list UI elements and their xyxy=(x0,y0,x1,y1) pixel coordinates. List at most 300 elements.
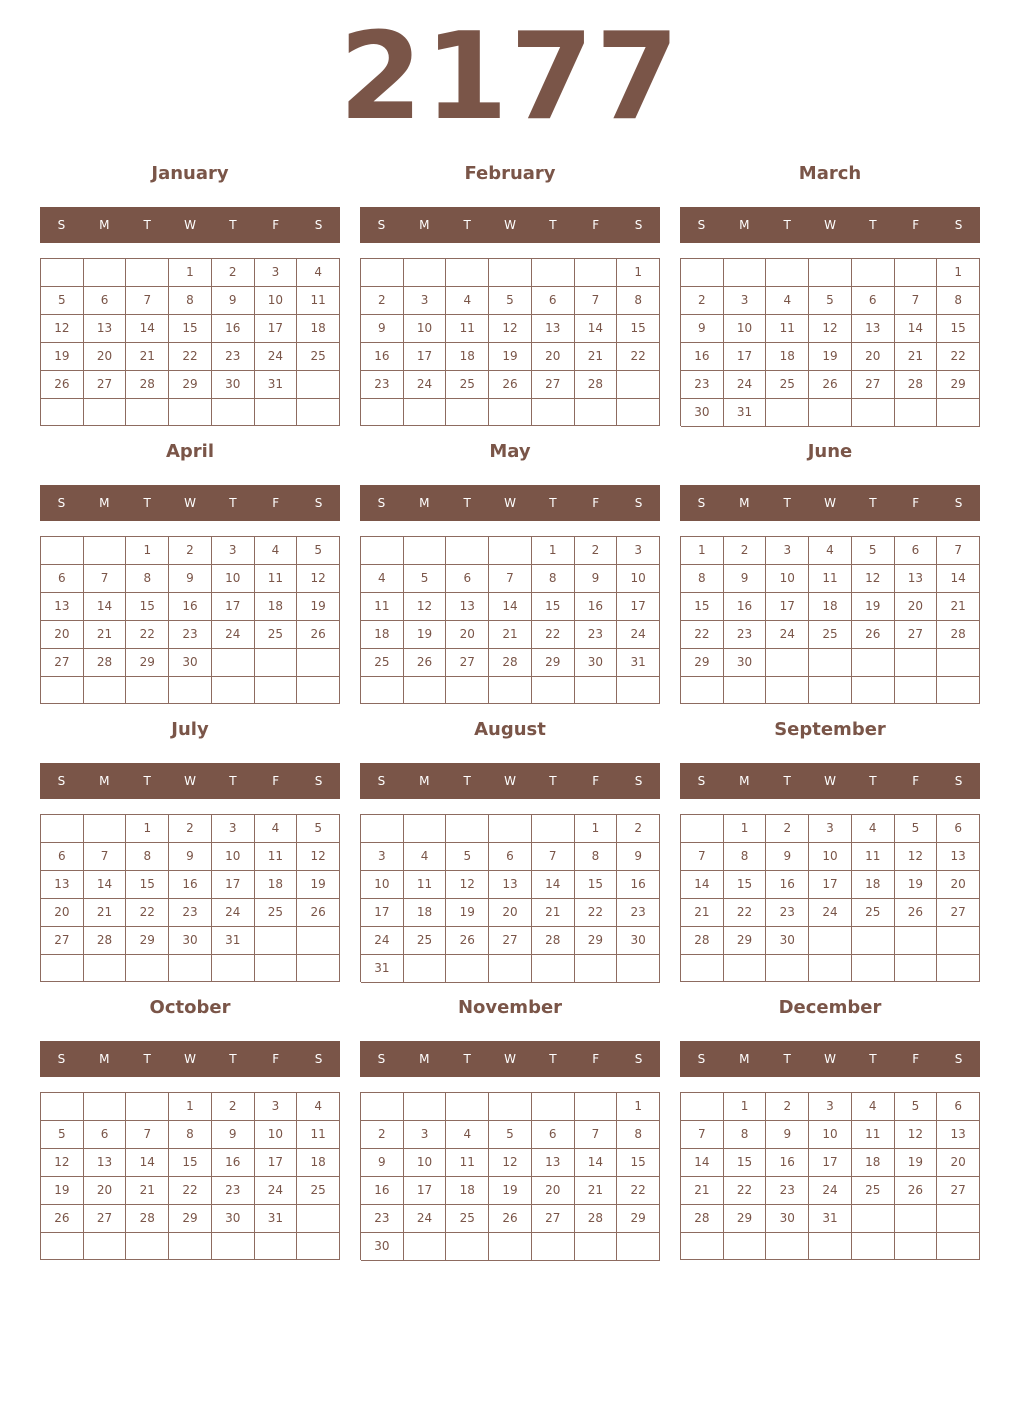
day-cell: 3 xyxy=(809,815,852,843)
day-cell: 1 xyxy=(937,259,980,287)
day-grid xyxy=(40,536,340,704)
weekday-label: S xyxy=(57,1052,66,1066)
weekday-label: T xyxy=(869,774,877,788)
day-cell: 15 xyxy=(575,871,618,899)
day-cell: 27 xyxy=(895,621,938,649)
weekday-label: M xyxy=(419,1052,430,1066)
weekday-label: S xyxy=(697,1052,706,1066)
day-cell: 15 xyxy=(169,1149,212,1177)
day-cell xyxy=(532,1093,575,1121)
weekday-label: F xyxy=(592,496,600,510)
weekday-label: M xyxy=(99,774,110,788)
day-cell: 13 xyxy=(84,1149,127,1177)
day-cell: 16 xyxy=(361,343,404,371)
day-cell: 22 xyxy=(532,621,575,649)
day-cell: 29 xyxy=(617,1205,660,1233)
day-cell: 23 xyxy=(169,899,212,927)
day-cell: 6 xyxy=(532,1121,575,1149)
month-name: September xyxy=(774,719,886,740)
day-cell: 24 xyxy=(404,371,447,399)
weekday-label: S xyxy=(314,218,323,232)
day-cell: 11 xyxy=(404,871,447,899)
day-cell: 4 xyxy=(255,537,298,565)
weekday-label: S xyxy=(954,496,963,510)
day-cell xyxy=(617,677,660,704)
weekday-label: S xyxy=(377,1052,386,1066)
day-cell: 15 xyxy=(169,315,212,343)
weekday-label: T xyxy=(463,496,471,510)
day-cell xyxy=(169,399,212,426)
day-cell: 31 xyxy=(255,371,298,399)
day-cell xyxy=(809,399,852,427)
day-cell xyxy=(937,399,980,427)
day-cell: 13 xyxy=(937,843,980,871)
day-cell: 1 xyxy=(575,815,618,843)
weekday-label: T xyxy=(869,496,877,510)
day-cell: 5 xyxy=(895,815,938,843)
day-cell xyxy=(404,1093,447,1121)
day-cell xyxy=(852,1233,895,1260)
day-cell xyxy=(532,955,575,983)
day-cell: 2 xyxy=(575,537,618,565)
day-cell: 21 xyxy=(84,621,127,649)
day-cell: 18 xyxy=(766,343,809,371)
day-cell: 25 xyxy=(446,371,489,399)
day-cell: 19 xyxy=(404,621,447,649)
day-cell: 30 xyxy=(575,649,618,677)
day-cell: 10 xyxy=(724,315,767,343)
day-cell: 19 xyxy=(809,343,852,371)
day-cell: 31 xyxy=(255,1205,298,1233)
day-cell: 8 xyxy=(169,287,212,315)
day-cell: 19 xyxy=(41,1177,84,1205)
day-grid xyxy=(360,258,660,426)
day-cell xyxy=(809,677,852,704)
day-cell xyxy=(489,1093,532,1121)
day-cell: 9 xyxy=(575,565,618,593)
day-cell: 2 xyxy=(766,815,809,843)
day-cell xyxy=(937,1233,980,1260)
day-cell xyxy=(724,259,767,287)
weekday-label: F xyxy=(912,496,920,510)
day-cell: 21 xyxy=(126,1177,169,1205)
weekday-label: S xyxy=(57,774,66,788)
day-cell xyxy=(297,1233,340,1260)
day-cell: 17 xyxy=(617,593,660,621)
day-cell: 16 xyxy=(212,1149,255,1177)
day-cell: 3 xyxy=(617,537,660,565)
weekday-header xyxy=(360,485,660,521)
day-cell xyxy=(852,677,895,704)
weekday-label: S xyxy=(634,774,643,788)
day-cell xyxy=(361,399,404,426)
day-cell: 21 xyxy=(126,343,169,371)
day-cell: 15 xyxy=(617,315,660,343)
day-grid xyxy=(40,258,340,426)
day-cell: 29 xyxy=(126,649,169,677)
day-cell: 4 xyxy=(852,1093,895,1121)
day-cell: 22 xyxy=(937,343,980,371)
day-cell: 29 xyxy=(532,649,575,677)
day-cell: 16 xyxy=(766,1149,809,1177)
day-cell: 10 xyxy=(212,843,255,871)
weekday-label: F xyxy=(592,774,600,788)
weekday-label: S xyxy=(954,218,963,232)
day-cell: 1 xyxy=(681,537,724,565)
day-cell xyxy=(84,955,127,982)
day-cell: 2 xyxy=(212,259,255,287)
weekday-label: S xyxy=(377,218,386,232)
weekday-label: T xyxy=(143,496,151,510)
day-cell xyxy=(852,399,895,427)
day-cell: 5 xyxy=(895,1093,938,1121)
day-cell: 9 xyxy=(617,843,660,871)
day-cell: 12 xyxy=(852,565,895,593)
day-cell: 16 xyxy=(617,871,660,899)
day-cell: 19 xyxy=(41,343,84,371)
day-cell: 28 xyxy=(681,1205,724,1233)
day-cell: 28 xyxy=(681,927,724,955)
day-cell: 17 xyxy=(255,1149,298,1177)
day-cell: 23 xyxy=(766,1177,809,1205)
day-cell xyxy=(766,677,809,704)
day-cell: 14 xyxy=(126,1149,169,1177)
month-name: October xyxy=(149,997,231,1018)
day-cell: 4 xyxy=(255,815,298,843)
day-cell: 31 xyxy=(617,649,660,677)
day-cell xyxy=(852,649,895,677)
day-cell xyxy=(532,815,575,843)
day-cell xyxy=(126,399,169,426)
day-cell xyxy=(489,815,532,843)
day-cell: 8 xyxy=(617,1121,660,1149)
weekday-label: M xyxy=(99,1052,110,1066)
day-cell: 2 xyxy=(617,815,660,843)
day-cell: 12 xyxy=(895,843,938,871)
day-cell: 20 xyxy=(489,899,532,927)
day-cell: 10 xyxy=(255,1121,298,1149)
day-cell xyxy=(575,677,618,704)
day-cell: 17 xyxy=(361,899,404,927)
day-cell: 12 xyxy=(297,843,340,871)
weekday-label: M xyxy=(739,496,750,510)
day-cell: 18 xyxy=(361,621,404,649)
day-cell: 14 xyxy=(937,565,980,593)
day-cell: 19 xyxy=(895,1149,938,1177)
day-cell: 19 xyxy=(297,593,340,621)
day-cell: 17 xyxy=(212,871,255,899)
day-cell: 5 xyxy=(809,287,852,315)
day-cell: 21 xyxy=(489,621,532,649)
day-cell: 7 xyxy=(126,1121,169,1149)
weekday-label: T xyxy=(869,218,877,232)
day-cell xyxy=(297,649,340,677)
day-cell: 30 xyxy=(361,1233,404,1261)
day-cell: 6 xyxy=(41,843,84,871)
day-cell: 9 xyxy=(681,315,724,343)
day-cell xyxy=(809,927,852,955)
day-cell xyxy=(489,399,532,426)
day-cell xyxy=(895,1205,938,1233)
day-cell: 29 xyxy=(681,649,724,677)
day-cell: 27 xyxy=(84,371,127,399)
weekday-label: W xyxy=(504,1052,516,1066)
day-cell: 19 xyxy=(895,871,938,899)
day-cell: 26 xyxy=(489,371,532,399)
day-cell xyxy=(489,677,532,704)
day-cell: 4 xyxy=(297,1093,340,1121)
day-grid xyxy=(680,258,980,426)
day-cell: 3 xyxy=(404,1121,447,1149)
day-cell xyxy=(404,1233,447,1261)
weekday-header xyxy=(40,1041,340,1077)
day-cell: 1 xyxy=(617,1093,660,1121)
day-cell: 9 xyxy=(169,565,212,593)
day-cell: 14 xyxy=(84,871,127,899)
day-cell: 1 xyxy=(126,815,169,843)
weekday-label: S xyxy=(634,1052,643,1066)
day-cell: 25 xyxy=(255,621,298,649)
day-cell xyxy=(681,259,724,287)
day-cell: 1 xyxy=(126,537,169,565)
day-cell: 23 xyxy=(361,371,404,399)
day-cell: 20 xyxy=(84,1177,127,1205)
day-cell xyxy=(404,537,447,565)
day-cell: 24 xyxy=(212,899,255,927)
day-cell: 11 xyxy=(255,843,298,871)
day-cell xyxy=(404,399,447,426)
day-cell: 7 xyxy=(681,1121,724,1149)
day-cell: 10 xyxy=(404,315,447,343)
day-cell: 9 xyxy=(766,843,809,871)
day-cell: 20 xyxy=(41,621,84,649)
weekday-header xyxy=(680,1041,980,1077)
day-cell: 27 xyxy=(446,649,489,677)
weekday-label: F xyxy=(272,1052,280,1066)
day-cell: 23 xyxy=(681,371,724,399)
day-cell: 20 xyxy=(84,343,127,371)
weekday-label: S xyxy=(697,496,706,510)
day-cell: 10 xyxy=(404,1149,447,1177)
day-cell: 7 xyxy=(126,287,169,315)
day-cell: 7 xyxy=(84,843,127,871)
day-cell xyxy=(766,649,809,677)
weekday-label: T xyxy=(783,774,791,788)
month-name: August xyxy=(474,719,546,740)
day-cell: 26 xyxy=(809,371,852,399)
day-cell: 7 xyxy=(532,843,575,871)
day-cell xyxy=(895,1233,938,1260)
day-cell: 11 xyxy=(361,593,404,621)
day-cell: 27 xyxy=(489,927,532,955)
day-cell: 25 xyxy=(446,1205,489,1233)
day-cell: 2 xyxy=(169,537,212,565)
day-cell: 27 xyxy=(937,1177,980,1205)
weekday-label: T xyxy=(229,1052,237,1066)
day-cell xyxy=(575,259,618,287)
weekday-label: T xyxy=(463,1052,471,1066)
day-cell: 21 xyxy=(575,343,618,371)
day-cell: 4 xyxy=(766,287,809,315)
day-cell: 20 xyxy=(532,1177,575,1205)
day-cell: 23 xyxy=(617,899,660,927)
day-cell: 18 xyxy=(255,871,298,899)
day-cell: 7 xyxy=(84,565,127,593)
weekday-label: M xyxy=(739,774,750,788)
day-cell: 24 xyxy=(724,371,767,399)
day-cell: 9 xyxy=(212,1121,255,1149)
day-cell: 13 xyxy=(937,1121,980,1149)
day-cell xyxy=(212,955,255,982)
day-cell xyxy=(895,399,938,427)
day-cell: 4 xyxy=(297,259,340,287)
weekday-label: W xyxy=(184,1052,196,1066)
day-cell: 28 xyxy=(937,621,980,649)
weekday-label: S xyxy=(314,774,323,788)
day-cell: 29 xyxy=(937,371,980,399)
day-cell: 11 xyxy=(446,1149,489,1177)
day-cell xyxy=(617,371,660,399)
day-cell xyxy=(575,1093,618,1121)
day-cell: 5 xyxy=(41,1121,84,1149)
day-cell xyxy=(297,927,340,955)
day-cell: 19 xyxy=(852,593,895,621)
day-cell xyxy=(212,677,255,704)
month-name: November xyxy=(457,997,563,1018)
weekday-label: S xyxy=(314,496,323,510)
day-cell: 1 xyxy=(169,259,212,287)
day-cell: 15 xyxy=(532,593,575,621)
day-cell: 24 xyxy=(255,1177,298,1205)
day-cell: 31 xyxy=(212,927,255,955)
day-cell: 26 xyxy=(852,621,895,649)
day-cell: 30 xyxy=(169,649,212,677)
day-cell: 25 xyxy=(297,343,340,371)
day-cell xyxy=(212,649,255,677)
weekday-label: T xyxy=(463,218,471,232)
day-cell: 17 xyxy=(404,343,447,371)
day-cell: 25 xyxy=(255,899,298,927)
day-cell xyxy=(809,259,852,287)
day-cell: 1 xyxy=(724,815,767,843)
day-cell xyxy=(41,537,84,565)
day-cell: 13 xyxy=(852,315,895,343)
weekday-label: T xyxy=(549,1052,557,1066)
day-cell: 11 xyxy=(809,565,852,593)
day-cell: 20 xyxy=(852,343,895,371)
day-cell xyxy=(404,815,447,843)
day-cell xyxy=(617,955,660,983)
day-cell: 23 xyxy=(212,343,255,371)
day-cell: 22 xyxy=(169,1177,212,1205)
day-cell xyxy=(404,677,447,704)
day-cell: 10 xyxy=(809,1121,852,1149)
day-cell: 17 xyxy=(724,343,767,371)
day-cell xyxy=(895,649,938,677)
day-cell: 9 xyxy=(361,315,404,343)
day-cell: 28 xyxy=(489,649,532,677)
day-cell: 11 xyxy=(852,843,895,871)
day-cell xyxy=(84,1093,127,1121)
day-cell: 31 xyxy=(809,1205,852,1233)
weekday-label: M xyxy=(739,1052,750,1066)
day-cell: 28 xyxy=(575,1205,618,1233)
day-grid xyxy=(680,1092,980,1260)
day-cell: 27 xyxy=(532,371,575,399)
weekday-label: T xyxy=(143,218,151,232)
day-cell: 27 xyxy=(937,899,980,927)
day-cell: 30 xyxy=(766,1205,809,1233)
day-cell: 23 xyxy=(361,1205,404,1233)
day-cell: 18 xyxy=(297,1149,340,1177)
day-cell: 13 xyxy=(41,593,84,621)
day-cell: 5 xyxy=(297,537,340,565)
day-cell: 1 xyxy=(169,1093,212,1121)
day-cell: 15 xyxy=(937,315,980,343)
day-cell: 7 xyxy=(895,287,938,315)
day-cell xyxy=(617,399,660,426)
day-cell xyxy=(41,399,84,426)
weekday-label: W xyxy=(824,774,836,788)
day-cell: 25 xyxy=(297,1177,340,1205)
month-name: December xyxy=(778,997,882,1018)
day-cell xyxy=(895,927,938,955)
weekday-label: F xyxy=(912,774,920,788)
day-cell: 17 xyxy=(212,593,255,621)
day-cell: 3 xyxy=(809,1093,852,1121)
day-cell: 6 xyxy=(446,565,489,593)
day-cell: 20 xyxy=(937,1149,980,1177)
day-cell xyxy=(852,259,895,287)
day-cell xyxy=(937,649,980,677)
day-cell: 27 xyxy=(84,1205,127,1233)
weekday-label: W xyxy=(824,218,836,232)
day-grid xyxy=(360,814,660,982)
day-cell: 22 xyxy=(575,899,618,927)
day-cell: 12 xyxy=(489,1149,532,1177)
day-cell: 16 xyxy=(361,1177,404,1205)
day-cell xyxy=(297,677,340,704)
day-cell xyxy=(724,955,767,982)
day-cell: 11 xyxy=(297,1121,340,1149)
day-cell: 17 xyxy=(809,871,852,899)
day-cell: 13 xyxy=(532,1149,575,1177)
day-cell xyxy=(84,815,127,843)
day-cell: 11 xyxy=(446,315,489,343)
weekday-label: T xyxy=(229,218,237,232)
day-cell: 26 xyxy=(489,1205,532,1233)
weekday-label: T xyxy=(549,774,557,788)
weekday-label: M xyxy=(739,218,750,232)
weekday-label: S xyxy=(634,218,643,232)
day-cell xyxy=(255,399,298,426)
day-cell xyxy=(297,1205,340,1233)
weekday-label: W xyxy=(504,218,516,232)
day-cell: 21 xyxy=(895,343,938,371)
day-cell: 3 xyxy=(212,537,255,565)
day-cell xyxy=(681,815,724,843)
day-cell xyxy=(169,955,212,982)
weekday-label: T xyxy=(549,218,557,232)
day-cell: 6 xyxy=(84,287,127,315)
day-cell: 23 xyxy=(212,1177,255,1205)
day-cell: 5 xyxy=(489,287,532,315)
weekday-label: S xyxy=(954,1052,963,1066)
day-cell xyxy=(84,399,127,426)
day-cell: 12 xyxy=(809,315,852,343)
day-cell: 21 xyxy=(532,899,575,927)
day-cell: 22 xyxy=(617,1177,660,1205)
